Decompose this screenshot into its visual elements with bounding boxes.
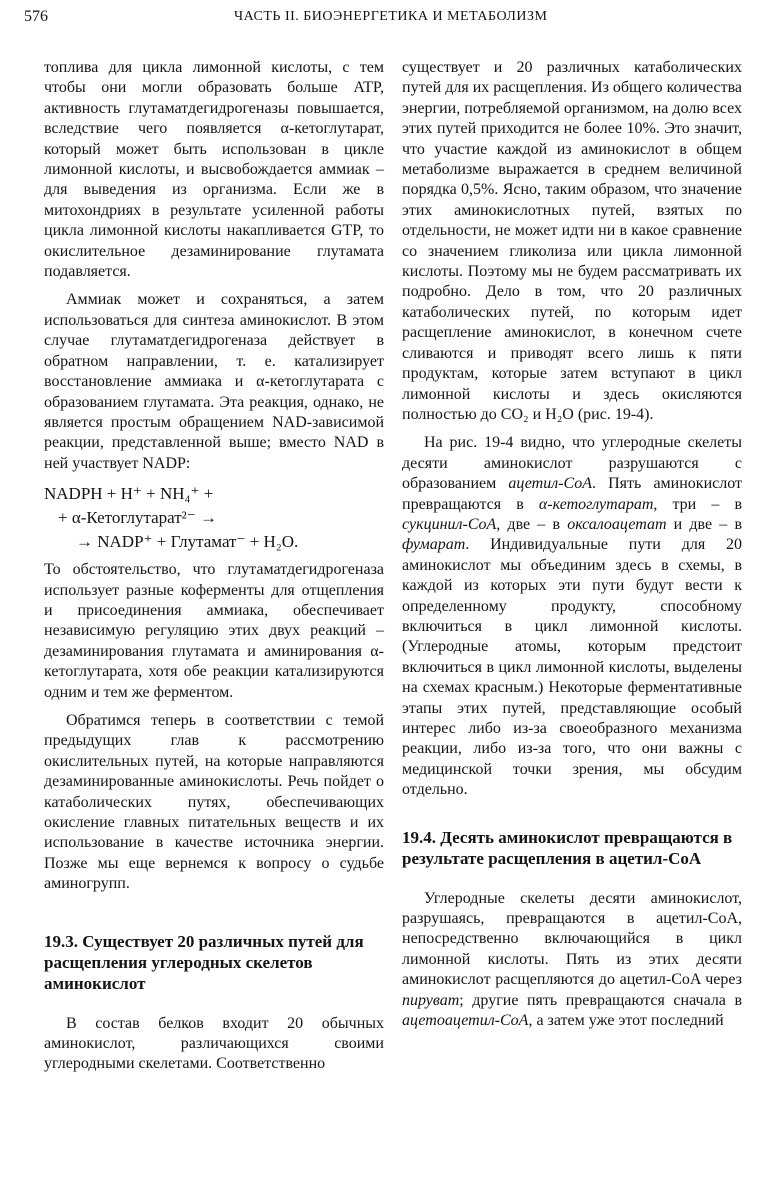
text-run: , три – в: [653, 495, 742, 513]
text-run: . Пять аминокислот превращаются в: [402, 475, 742, 513]
text-run: . Индивидуальные пути для 20 аминокислот мы объединим здесь в схемы, в каждой из которых эти пути будут вести к определенному продукту, способному включиться в цикл лимонной кислоты. (Углеродные атомы, которым предстоит включиться в цикл лимонной кислоты, выделены на схемах красным.) Некоторые ферментативные этапы этих путей, представляющие особый интерес либо из-за своеобразного механизма реакции, либо из-за того, что они важны с медицинской точки зрения, мы обсудим отдельно.: [402, 536, 742, 799]
paragraph: Аммиак может и сохраняться, а затем использоваться для синтеза аминокислот. В этом случае глутаматдегидрогеназа действует в обратном направлении, т. е. катализирует восстановление аммиака и α-кетоглутарата с образованием глутамата. Эта реакция, однако, не является простым обращением NAD-зависимой реакции, представленной выше; вместо NAD в ней участвует NADP:: [44, 291, 384, 472]
paragraph: То обстоятельство, что глутаматдегидрогеназа использует разные коферменты для отщепления и присоединения аммиака, обеспечивает независимую регуляцию этих двух реакций – дезаминирования глутамата и аминирования α-кетоглутарата, хотя обе реакции катализируются одним и тем же ферментом.: [44, 561, 384, 701]
text-run: ; другие пять превращаются сначала в: [459, 991, 742, 1009]
paragraph: топлива для цикла лимонной кислоты, с тем чтобы они могли образовать больше ATP, активность глутаматдегидрогеназы повышается, вследствие чего появляется α-кетоглутарат, который может быть использован в цикле лимонной кислоты, и высвобождается аммиак – для выведения из организма. Если же в митохондриях в результате усиленной работы цикла лимонной кислоты накапливается GTP, то окислительное дезаминирование глутамата подавляется.: [44, 59, 384, 281]
term-oxaloacetate: оксалоацетат: [567, 515, 667, 533]
text-run: и две – в: [666, 515, 742, 533]
paragraph: Обратимся теперь в соответствии с темой предыдущих глав к рассмотрению окислительных путей, на которые направляются дезаминированные аминокислоты. Речь пойдет о катаболических путях, обеспечивающих окисление главных питательных веществ и их использование в качестве источника энергии. Позже мы еще вернемся к вопросу о судьбе аминогрупп.: [44, 711, 384, 893]
paragraph: существует и 20 различных катаболических путей для их расщепления. Из общего количества энергии, потребляемой организмом, на долю всех этих путей приходится не более 10%. Это значит, что участие каждой из аминокислот в общем метаболизме выражается в среднем величиной порядка 0,5%. Ясно, таким образом, что значение этих аминокислотных путей, взятых по отдельности, не может идти ни в какое сравнение со значением гликолиза или цикла лимонной кислоты. Поэтому мы не будем рассматривать их подробно. Дело в том, что 20 различных катаболических путей, по которым идет расщепление аминокислот, в конечном счете сливаются и приводят всего лишь к пяти продуктам, которые затем вступают в цикл лимонной кислоты и здесь окисляются полностью до CO₂ и H₂O (рис. 19-4).: [402, 59, 743, 423]
paragraph: [402, 433, 742, 800]
equation-line: + α-Кетоглутарат²⁻ →: [58, 508, 217, 528]
term-acetyl-coa: ацетил-CoA: [508, 475, 592, 493]
section-heading-19-4: 19.4. Десять аминокислот превращаются в результате расщепления в ацетил-CoA: [402, 827, 733, 868]
left-column: [44, 58, 384, 1083]
term-fumarate: фумарат: [402, 536, 466, 554]
paragraph: [402, 889, 742, 1032]
paragraph: В состав белков входит 20 обычных аминокислот, различающихся своими углеродными скелетами. Соответственно: [44, 1014, 384, 1073]
text-run: , две – в: [496, 515, 568, 533]
page-number: 576: [24, 8, 48, 25]
text-run: Углеродные скелеты десяти аминокислот, разрушаясь, превращаются в ацетил-CoA, непосредственно включающийся в цикл лимонной кислоты. Пять из этих десяти аминокислот расщепляются до ацетил-CoA через: [402, 889, 742, 989]
reaction-equation: [44, 482, 384, 554]
term-pyruvate: пируват: [402, 991, 460, 1009]
equation-line: NADPH + H⁺ + NH₄⁺ +: [44, 484, 214, 504]
right-column: [402, 58, 742, 1039]
running-title: ЧАСТЬ II. БИОЭНЕРГЕТИКА И МЕТАБОЛИЗМ: [234, 9, 548, 24]
text-run: , а затем уже этот последний: [528, 1012, 724, 1030]
term-acetoacetyl-coa: ацетоацетил-CoA: [402, 1012, 529, 1030]
term-succinyl-coa: сукцинил-CoA: [402, 515, 497, 533]
term-alpha-ketoglutarate: α-кетоглутарат: [538, 495, 654, 513]
page-header: [24, 8, 750, 32]
equation-line: → NADP⁺ + Глутамат⁻ + H₂O.: [76, 532, 299, 552]
text-run: На рис. 19-4 видно, что углеродные скелеты десяти аминокислот разрушаются с образованием: [402, 434, 742, 493]
section-heading-19-3: 19.3. Существует 20 различных путей для расщепления углеродных скелетов аминокислот: [44, 931, 364, 993]
